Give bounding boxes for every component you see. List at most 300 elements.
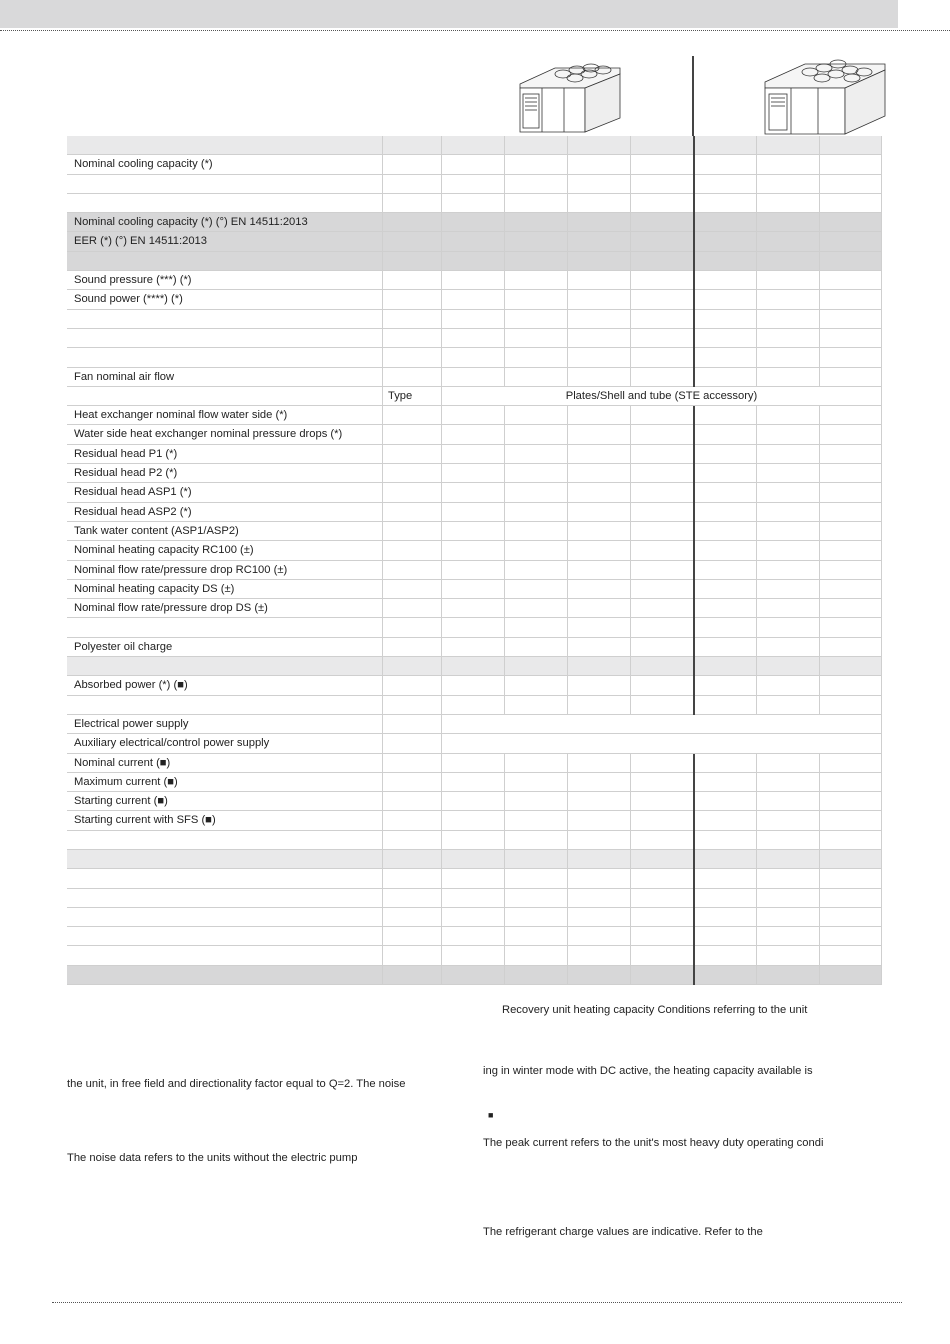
column-divider xyxy=(567,425,568,444)
row-label: Residual head ASP1 (*) xyxy=(74,486,192,499)
column-divider xyxy=(819,271,820,290)
column-divider xyxy=(881,194,882,213)
column-divider xyxy=(630,290,631,309)
column-divider xyxy=(382,445,383,464)
column-divider xyxy=(819,618,820,637)
column-divider xyxy=(504,908,505,927)
column-divider xyxy=(693,503,695,522)
column-divider xyxy=(504,696,505,715)
row-label: Electrical power supply xyxy=(74,717,189,730)
column-divider xyxy=(756,483,757,502)
column-divider xyxy=(881,850,882,869)
column-divider xyxy=(819,889,820,908)
column-divider xyxy=(881,927,882,946)
column-divider xyxy=(756,252,757,271)
column-divider xyxy=(630,213,631,232)
column-divider xyxy=(756,638,757,657)
table-row xyxy=(67,310,882,329)
row-label: Sound pressure (***) (*) xyxy=(74,274,192,287)
column-divider xyxy=(756,194,757,213)
column-divider xyxy=(756,908,757,927)
column-divider xyxy=(630,329,631,348)
column-divider xyxy=(504,464,505,483)
column-divider xyxy=(567,676,568,695)
column-divider xyxy=(881,773,882,792)
column-divider xyxy=(819,175,820,194)
column-divider xyxy=(693,638,695,657)
column-divider xyxy=(504,290,505,309)
column-divider xyxy=(819,310,820,329)
table-row xyxy=(67,541,882,560)
column-divider xyxy=(504,831,505,850)
column-divider xyxy=(504,213,505,232)
column-divider xyxy=(756,850,757,869)
column-divider xyxy=(630,638,631,657)
column-divider xyxy=(630,522,631,541)
column-divider xyxy=(693,213,695,232)
column-divider xyxy=(693,425,695,444)
column-divider xyxy=(819,850,820,869)
column-divider xyxy=(441,946,442,965)
table-row xyxy=(67,638,882,657)
column-divider xyxy=(693,252,695,271)
row-label: Heat exchanger nominal flow water side (*) xyxy=(74,409,288,422)
column-divider xyxy=(630,599,631,618)
column-divider xyxy=(756,657,757,676)
column-divider xyxy=(630,464,631,483)
column-divider xyxy=(441,734,442,753)
column-divider xyxy=(819,657,820,676)
column-divider xyxy=(819,522,820,541)
column-divider xyxy=(819,696,820,715)
column-divider xyxy=(881,310,882,329)
column-divider xyxy=(567,657,568,676)
column-divider xyxy=(819,869,820,888)
column-divider xyxy=(756,232,757,251)
column-divider xyxy=(819,966,820,985)
column-divider xyxy=(756,464,757,483)
column-divider xyxy=(881,271,882,290)
column-divider xyxy=(881,175,882,194)
column-divider xyxy=(504,252,505,271)
column-divider xyxy=(382,406,383,425)
column-divider xyxy=(567,927,568,946)
table-row xyxy=(67,908,882,927)
column-divider xyxy=(382,850,383,869)
note-noise-data: The noise data refers to the units without the electric pump xyxy=(67,1152,358,1164)
column-divider xyxy=(504,136,505,155)
column-divider xyxy=(630,445,631,464)
column-divider xyxy=(567,754,568,773)
column-divider xyxy=(881,811,882,830)
column-divider xyxy=(504,773,505,792)
column-divider xyxy=(382,368,383,387)
column-divider xyxy=(881,483,882,502)
row-label: Tank water content (ASP1/ASP2) xyxy=(74,524,239,537)
column-divider xyxy=(567,831,568,850)
column-divider xyxy=(567,252,568,271)
column-divider xyxy=(441,831,442,850)
table-row xyxy=(67,966,882,985)
column-divider xyxy=(693,657,695,676)
table-row xyxy=(67,618,882,637)
column-divider xyxy=(881,252,882,271)
column-divider xyxy=(441,618,442,637)
column-divider xyxy=(881,368,882,387)
column-divider xyxy=(881,387,882,406)
column-divider xyxy=(382,425,383,444)
column-divider xyxy=(819,580,820,599)
column-divider xyxy=(382,580,383,599)
table-row xyxy=(67,175,882,194)
column-divider xyxy=(756,136,757,155)
table-row xyxy=(67,406,882,425)
column-divider xyxy=(819,136,820,155)
column-divider xyxy=(819,425,820,444)
column-divider xyxy=(756,676,757,695)
column-divider xyxy=(382,966,383,985)
table-row xyxy=(67,811,882,830)
row-label: Fan nominal air flow xyxy=(74,370,175,383)
column-divider xyxy=(504,676,505,695)
column-divider xyxy=(382,155,383,174)
column-divider xyxy=(819,908,820,927)
column-divider xyxy=(881,522,882,541)
column-divider xyxy=(441,715,442,734)
table-row xyxy=(67,869,882,888)
column-divider xyxy=(382,561,383,580)
row-label: Residual head P2 (*) xyxy=(74,467,178,480)
column-divider xyxy=(504,618,505,637)
column-divider xyxy=(756,927,757,946)
column-divider xyxy=(567,811,568,830)
column-divider xyxy=(630,908,631,927)
column-divider xyxy=(693,696,695,715)
row-unit: Type xyxy=(388,389,413,402)
column-divider xyxy=(441,811,442,830)
column-divider xyxy=(382,734,383,753)
column-divider xyxy=(382,503,383,522)
column-divider xyxy=(756,503,757,522)
column-divider xyxy=(382,252,383,271)
column-divider xyxy=(881,445,882,464)
column-divider xyxy=(504,483,505,502)
column-divider xyxy=(881,503,882,522)
table-row xyxy=(67,368,882,387)
column-divider xyxy=(441,464,442,483)
table-row xyxy=(67,580,882,599)
column-divider xyxy=(630,425,631,444)
column-divider xyxy=(382,676,383,695)
column-divider xyxy=(567,638,568,657)
column-divider xyxy=(756,618,757,637)
row-label: Nominal cooling capacity (*) xyxy=(74,158,213,171)
column-divider xyxy=(630,657,631,676)
column-divider xyxy=(819,541,820,560)
column-divider xyxy=(819,329,820,348)
column-divider xyxy=(756,175,757,194)
column-divider xyxy=(693,869,695,888)
column-divider xyxy=(693,136,695,155)
column-divider xyxy=(756,811,757,830)
column-divider xyxy=(382,869,383,888)
column-divider xyxy=(382,773,383,792)
row-label: Residual head P1 (*) xyxy=(74,447,178,460)
table-row xyxy=(67,946,882,965)
column-divider xyxy=(504,271,505,290)
column-divider xyxy=(756,271,757,290)
table-row xyxy=(67,831,882,850)
column-divider xyxy=(441,696,442,715)
column-divider xyxy=(441,541,442,560)
column-divider xyxy=(441,368,442,387)
column-divider xyxy=(504,869,505,888)
column-divider xyxy=(567,966,568,985)
unit-small-illustration xyxy=(515,56,625,134)
column-divider xyxy=(756,310,757,329)
column-divider xyxy=(819,638,820,657)
column-divider xyxy=(441,503,442,522)
footer-dotted-rule xyxy=(52,1302,902,1303)
column-divider xyxy=(382,329,383,348)
table-row xyxy=(67,792,882,811)
column-divider xyxy=(881,406,882,425)
column-divider xyxy=(881,676,882,695)
column-divider xyxy=(756,773,757,792)
column-divider xyxy=(441,792,442,811)
column-divider xyxy=(756,155,757,174)
table-row xyxy=(67,773,882,792)
note-winter-mode: ing in winter mode with DC active, the heating capacity available is xyxy=(483,1065,813,1077)
column-divider xyxy=(441,136,442,155)
column-divider xyxy=(630,483,631,502)
column-divider xyxy=(441,754,442,773)
column-divider xyxy=(504,310,505,329)
column-divider xyxy=(441,522,442,541)
column-divider xyxy=(567,850,568,869)
table-row xyxy=(67,155,882,174)
column-divider xyxy=(630,561,631,580)
row-label: Absorbed power (*) (■) xyxy=(74,679,188,692)
column-divider xyxy=(382,696,383,715)
column-divider xyxy=(881,213,882,232)
row-label: Nominal heating capacity DS (±) xyxy=(74,582,235,595)
column-divider xyxy=(567,946,568,965)
column-divider xyxy=(819,483,820,502)
column-divider xyxy=(881,889,882,908)
table-row xyxy=(67,561,882,580)
column-divider xyxy=(630,773,631,792)
table-row xyxy=(67,754,882,773)
column-divider xyxy=(756,754,757,773)
unit-large-illustration xyxy=(760,52,890,136)
column-divider xyxy=(504,599,505,618)
column-divider xyxy=(693,175,695,194)
column-divider xyxy=(382,483,383,502)
table-row xyxy=(67,136,882,155)
column-divider xyxy=(441,638,442,657)
table-row xyxy=(67,194,882,213)
column-divider xyxy=(504,522,505,541)
column-divider xyxy=(693,329,695,348)
column-divider xyxy=(881,696,882,715)
table-row xyxy=(67,850,882,869)
column-divider xyxy=(881,657,882,676)
column-divider xyxy=(630,155,631,174)
column-divider xyxy=(504,232,505,251)
column-divider xyxy=(881,618,882,637)
column-divider xyxy=(441,425,442,444)
column-divider xyxy=(567,136,568,155)
column-divider xyxy=(567,175,568,194)
column-divider xyxy=(567,503,568,522)
column-divider xyxy=(504,889,505,908)
column-divider xyxy=(504,850,505,869)
column-divider xyxy=(630,676,631,695)
table-row xyxy=(67,657,882,676)
column-divider xyxy=(441,927,442,946)
column-divider xyxy=(567,194,568,213)
column-divider xyxy=(441,889,442,908)
row-label: Polyester oil charge xyxy=(74,640,173,653)
column-divider xyxy=(693,155,695,174)
column-divider xyxy=(881,541,882,560)
column-divider xyxy=(382,464,383,483)
column-divider xyxy=(567,599,568,618)
column-divider xyxy=(881,908,882,927)
column-divider xyxy=(881,792,882,811)
column-divider xyxy=(756,541,757,560)
column-divider xyxy=(441,348,442,367)
row-label: Nominal flow rate/pressure drop RC100 (±) xyxy=(74,563,288,576)
column-divider xyxy=(693,271,695,290)
column-divider xyxy=(819,348,820,367)
column-divider xyxy=(441,290,442,309)
column-divider xyxy=(693,831,695,850)
column-divider xyxy=(382,831,383,850)
table-row xyxy=(67,213,882,232)
column-divider xyxy=(630,406,631,425)
table-row xyxy=(67,889,882,908)
column-divider xyxy=(693,348,695,367)
column-divider xyxy=(441,175,442,194)
column-divider xyxy=(819,792,820,811)
column-divider xyxy=(630,754,631,773)
column-divider xyxy=(504,946,505,965)
column-divider xyxy=(756,792,757,811)
column-divider xyxy=(567,908,568,927)
column-divider xyxy=(630,368,631,387)
column-divider xyxy=(693,850,695,869)
column-divider xyxy=(819,773,820,792)
column-divider xyxy=(504,792,505,811)
column-divider xyxy=(504,927,505,946)
column-divider xyxy=(567,618,568,637)
column-divider xyxy=(441,252,442,271)
column-divider xyxy=(382,599,383,618)
column-divider xyxy=(756,348,757,367)
column-divider xyxy=(756,966,757,985)
column-divider xyxy=(630,618,631,637)
column-divider xyxy=(630,252,631,271)
note-refrigerant: The refrigerant charge values are indicative. Refer to the xyxy=(483,1226,763,1238)
column-divider xyxy=(441,213,442,232)
column-divider xyxy=(881,232,882,251)
column-divider xyxy=(441,155,442,174)
column-divider xyxy=(881,290,882,309)
column-divider xyxy=(881,599,882,618)
column-divider xyxy=(382,946,383,965)
column-divider xyxy=(693,290,695,309)
row-label: Nominal flow rate/pressure drop DS (±) xyxy=(74,602,268,615)
column-divider xyxy=(441,329,442,348)
column-divider xyxy=(819,811,820,830)
column-divider xyxy=(382,290,383,309)
table-row xyxy=(67,464,882,483)
column-divider xyxy=(881,754,882,773)
column-divider xyxy=(382,889,383,908)
column-divider xyxy=(567,561,568,580)
column-divider xyxy=(504,657,505,676)
column-divider xyxy=(819,927,820,946)
column-divider xyxy=(693,561,695,580)
column-divider xyxy=(756,522,757,541)
column-divider xyxy=(756,696,757,715)
column-divider xyxy=(881,348,882,367)
column-divider xyxy=(567,213,568,232)
row-label: Maximum current (■) xyxy=(74,775,178,788)
technical-data-table xyxy=(67,136,882,985)
column-divider xyxy=(756,831,757,850)
column-divider xyxy=(441,194,442,213)
column-divider xyxy=(567,580,568,599)
column-divider xyxy=(567,290,568,309)
column-divider xyxy=(819,406,820,425)
column-divider xyxy=(881,831,882,850)
column-divider xyxy=(881,155,882,174)
column-divider xyxy=(693,966,695,985)
column-divider xyxy=(693,464,695,483)
column-divider xyxy=(567,406,568,425)
column-divider xyxy=(630,348,631,367)
column-divider xyxy=(567,541,568,560)
column-divider xyxy=(504,368,505,387)
column-divider xyxy=(382,618,383,637)
column-divider xyxy=(441,561,442,580)
column-divider xyxy=(504,406,505,425)
column-divider xyxy=(819,290,820,309)
column-divider xyxy=(504,811,505,830)
column-divider xyxy=(441,232,442,251)
column-divider xyxy=(693,599,695,618)
column-divider xyxy=(441,483,442,502)
column-divider xyxy=(567,232,568,251)
table-row xyxy=(67,232,882,251)
column-divider xyxy=(630,811,631,830)
column-divider xyxy=(693,946,695,965)
column-divider xyxy=(693,792,695,811)
table-row xyxy=(67,329,882,348)
column-divider xyxy=(382,271,383,290)
column-divider xyxy=(441,599,442,618)
column-divider xyxy=(819,232,820,251)
table-row xyxy=(67,734,882,753)
column-divider xyxy=(504,155,505,174)
column-divider xyxy=(504,175,505,194)
column-divider xyxy=(382,927,383,946)
column-divider xyxy=(630,889,631,908)
column-divider xyxy=(630,831,631,850)
